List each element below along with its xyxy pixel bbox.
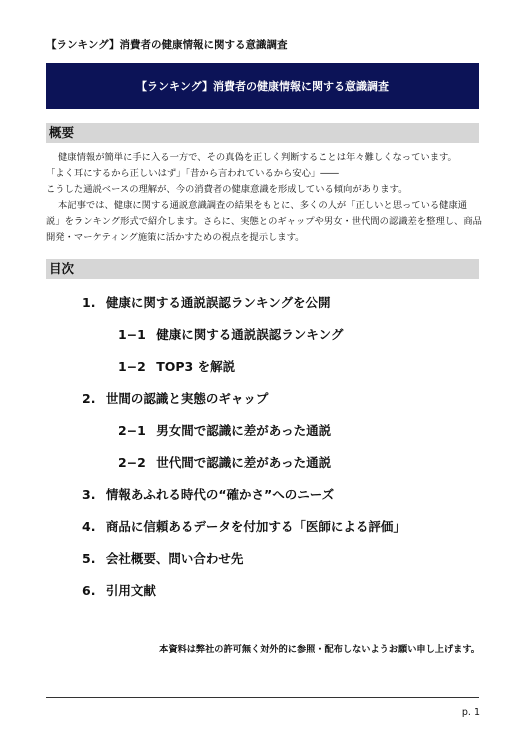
toc-number: 2. [82,391,96,406]
toc-text: 引用文献 [105,583,156,598]
title-banner [46,63,479,109]
toc-text: TOP3 を解説 [156,359,236,374]
overview-body [46,150,482,246]
toc-text: 商品に信頼あるデータを付加する「医師による評価」 [105,519,406,534]
overview-line: 本記事では、健康に関する通説意識調査の結果をもとに、多くの人が「正しいと思っている健康通 [58,200,468,211]
toc-item-6[interactable] [82,581,156,599]
toc-item-5[interactable] [82,549,243,567]
overview-line: こうした通説ベースの理解が、今の消費者の健康意識を形成している傾向があります。 [46,184,408,195]
confidentiality-notice: 本資料は弊社の許可無く対外的に参照・配布しないようお願い申し上げます。 [159,644,480,655]
toc-text: 世間の認識と実態のギャップ [105,391,269,406]
toc-number: 1. [82,295,96,310]
toc-text: 男女間で認識に差があった通説 [156,423,332,438]
toc-number: 4. [82,519,96,534]
overview-line: 「よく耳にするから正しいはず」「昔から言われているから安心」―― [46,168,339,179]
toc-number: 6. [82,583,96,598]
toc-number: 1−2 [118,359,146,374]
overview-line: 健康情報が簡単に手に入る一方で、その真偽を正しく判断することは年々難しくなっています。 [58,152,457,163]
toc-number: 5. [82,551,96,566]
toc-number: 1−1 [118,327,146,342]
banner-title: 【ランキング】消費者の健康情報に関する意識調査 [136,80,389,93]
page-number: p. 1 [461,707,480,718]
toc-number: 2−1 [118,423,146,438]
overview-line: 開発・マーケティング施策に活かすための視点を提示します。 [46,232,305,243]
overview-heading: 概要 [46,123,479,143]
running-header: 【ランキング】消費者の健康情報に関する意識調査 [46,39,288,51]
toc-text: 健康に関する通説誤認ランキング [156,327,344,342]
toc-number: 2−2 [118,455,146,470]
toc-item-4[interactable] [82,517,406,535]
toc-item-3[interactable] [82,485,334,503]
overview-line: 説」をランキング形式で紹介します。さらに、実態とのギャップや男女・世代間の認識差を整理し、商品 [46,216,482,227]
toc-item-1[interactable] [82,293,330,311]
toc-item-2-1[interactable] [118,421,331,439]
toc-item-1-1[interactable] [118,325,343,343]
toc-heading: 目次 [46,259,479,279]
toc-text: 情報あふれる時代の“確かさ”へのニーズ [105,487,335,502]
toc-text: 世代間で認識に差があった通説 [156,455,332,470]
footer-divider [46,697,479,698]
toc-item-2-2[interactable] [118,453,331,471]
toc-text: 会社概要、問い合わせ先 [105,551,244,566]
toc-text: 健康に関する通説誤認ランキングを公開 [105,295,331,310]
toc-item-2[interactable] [82,389,268,407]
toc-item-1-2[interactable] [118,357,235,375]
toc-number: 3. [82,487,96,502]
